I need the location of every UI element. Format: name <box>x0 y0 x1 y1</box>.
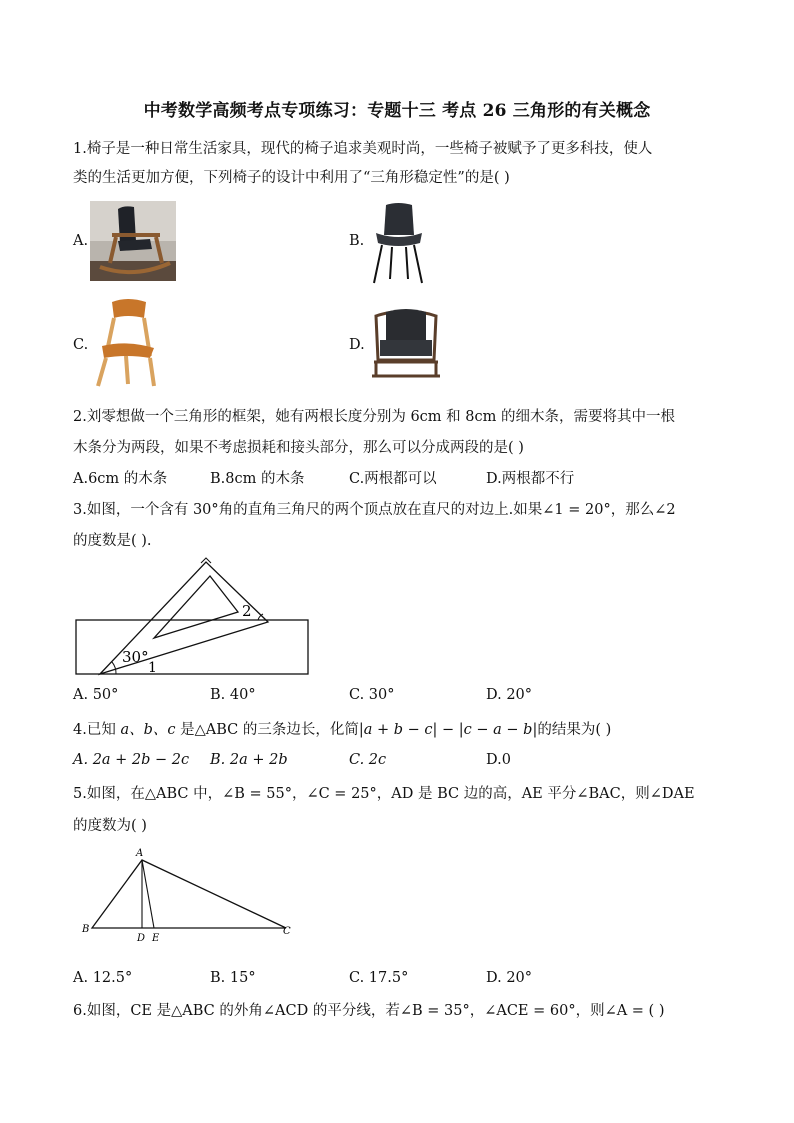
q1-text-line2: 类的生活更加方便，下列椅子的设计中利用了“三角形稳定性”的是( ) <box>73 170 510 186</box>
q6-text-line1: 6.如图，CE 是△ABC 的外角∠ACD 的平分线，若∠B = 35°，∠ACE = 60°，则∠A = ( ) <box>73 1003 665 1019</box>
q2-option-a[interactable]: A.6cm 的木条 <box>73 471 168 487</box>
point-e-label: E <box>152 933 160 944</box>
point-d-label: D <box>137 933 146 944</box>
wooden-chair-image <box>92 296 162 388</box>
q5-option-d[interactable]: D. 20° <box>486 970 533 986</box>
q5-option-c[interactable]: C. 17.5° <box>349 970 409 986</box>
q3-option-c[interactable]: C. 30° <box>349 687 395 703</box>
q4-option-c[interactable]: C. 2c <box>349 752 387 768</box>
rocking-chair-image <box>90 201 176 281</box>
q4-mid: 是△ABC 的三条边长，化简 <box>175 722 359 738</box>
q1-option-c-label[interactable]: C. <box>73 337 89 353</box>
q2-option-b[interactable]: B.8cm 的木条 <box>210 471 305 487</box>
bisector-ae <box>142 860 154 928</box>
q1-option-a-label[interactable]: A. <box>73 233 89 249</box>
q2-text-line1: 2.刘零想做一个三角形的框架，她有两根长度分别为 6cm 和 8cm 的细木条，需要将其中一根 <box>73 409 675 425</box>
q1-text-line1: 1.椅子是一种日常生活家具，现代的椅子追求美观时尚，一些椅子被赋予了更多科技，使人 <box>73 141 653 157</box>
q1-option-d-label[interactable]: D. <box>349 337 365 353</box>
q5-text-line1: 5.如图，在△ABC 中，∠B = 55°，∠C = 25°，AD 是 BC 边的高，AE 平分∠BAC，则∠DAE <box>73 786 695 802</box>
triangle-abc <box>92 860 286 928</box>
q5-option-b[interactable]: B. 15° <box>210 970 256 986</box>
q5-option-a[interactable]: A. 12.5° <box>73 970 133 986</box>
q4-option-a[interactable]: A. 2a + 2b − 2c <box>73 752 190 768</box>
angle-2-label: 2 <box>242 602 252 620</box>
angle-30-label: 30° <box>122 648 149 666</box>
q4-expression: |a + b − c| − |c − a − b| <box>358 722 538 738</box>
q3-option-d[interactable]: D. 20° <box>486 687 533 703</box>
q4-text <box>73 718 611 739</box>
triangle-inner <box>154 576 238 638</box>
modern-chair-image <box>368 201 428 285</box>
q1-option-b-label[interactable]: B. <box>349 233 365 249</box>
q3-option-b[interactable]: B. 40° <box>210 687 256 703</box>
q2-text-line2: 木条分为两段，如果不考虑损耗和接头部分，那么可以分成两段的是( ) <box>73 440 524 456</box>
angle-1-label: 1 <box>148 660 157 676</box>
q3-ruler-triangle-diagram <box>70 556 320 678</box>
q2-option-d[interactable]: D.两根都不行 <box>486 471 575 487</box>
q4-prefix: 4.已知 <box>73 722 121 738</box>
q4-option-b[interactable]: B. 2a + 2b <box>210 752 288 768</box>
q4-suffix: 的结果为( ) <box>537 722 612 738</box>
q5-triangle-diagram <box>80 842 296 946</box>
q3-text-line2: 的度数是( ). <box>73 533 152 549</box>
q4-vars: a、b、c <box>120 722 176 738</box>
vertex-a-label: A <box>136 848 144 859</box>
vertex-b-label: B <box>82 924 90 935</box>
q3-option-a[interactable]: A. 50° <box>73 687 119 703</box>
q2-option-c[interactable]: C.两根都可以 <box>349 471 437 487</box>
angle-30-arc <box>112 662 116 674</box>
armchair-image <box>368 304 444 380</box>
q4-option-d[interactable]: D.0 <box>486 752 511 768</box>
ruler-rect <box>76 620 308 674</box>
page-title: 中考数学高频考点专项练习：专题十三 考点 26 三角形的有关概念 <box>143 101 651 121</box>
q5-text-line2: 的度数为( ) <box>73 818 147 834</box>
vertex-c-label: C <box>283 926 291 937</box>
q3-text-line1: 3.如图，一个含有 30°角的直角三角尺的两个顶点放在直尺的对边上.如果∠1 = 20°，那么∠2 <box>73 502 676 518</box>
